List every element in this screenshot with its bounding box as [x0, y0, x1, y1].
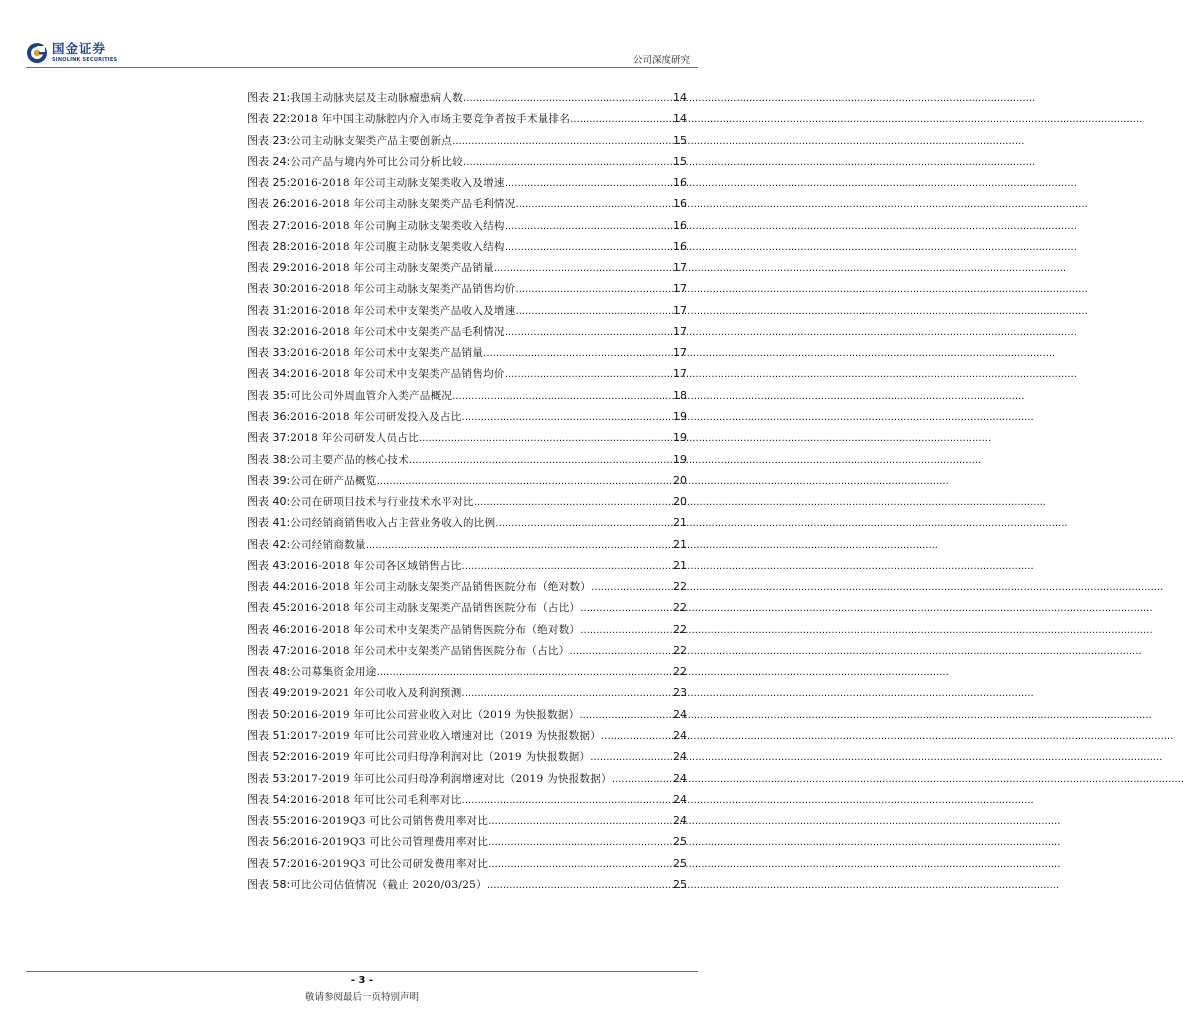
toc-entry-title: 2016-2019Q3 可比公司研发费用率对比: [290, 857, 489, 870]
toc-entry-label: 图表 32:: [247, 324, 291, 338]
toc-entry-page: 15: [673, 154, 687, 168]
toc-entry-label: 图表 39:: [247, 473, 291, 487]
toc-entry-label: 图表 52:: [247, 750, 291, 764]
toc-entry-title: 2016-2019 年可比公司归母净利润对比（2019 为快报数据）: [290, 751, 591, 764]
toc-dot-leader: [409, 455, 673, 466]
toc-entry-title: 公司在研产品概览: [290, 474, 377, 487]
toc-entry-page: 21: [673, 558, 687, 572]
toc-entry-title: 2016-2019 年可比公司营业收入对比（2019 为快报数据）: [290, 708, 580, 721]
toc-entry-page: 22: [673, 665, 687, 679]
toc-entry-page: 17: [673, 346, 687, 360]
toc-entry-title: 2016-2018 年公司主动脉支架类收入及增速: [290, 177, 505, 190]
toc-entry-label: 图表 48:: [247, 665, 291, 679]
toc-entry-page: 22: [673, 622, 687, 636]
toc-dot-leader: [580, 625, 673, 636]
toc-entry-title: 2016-2018 年公司主动脉支架类产品销售均价: [290, 283, 516, 296]
toc-dot-leader: [377, 667, 673, 678]
toc-entry-page: 18: [673, 388, 687, 402]
toc-entry-label: 图表 37:: [247, 431, 291, 445]
toc-entry-label: 图表 25:: [247, 176, 291, 190]
toc-dot-leader: [494, 263, 673, 274]
toc-entry-label: 图表 36:: [247, 409, 291, 423]
toc-entry-title: 2016-2018 年公司主动脉支架类产品销售医院分布（绝对数）: [290, 581, 592, 594]
toc-entry-title: 2016-2018 年公司各区域销售占比: [290, 559, 462, 572]
toc-dot-leader: [462, 561, 673, 572]
toc-dot-leader: [505, 369, 673, 380]
toc-entry-page: 24: [673, 707, 687, 721]
toc-dot-leader: [516, 199, 673, 210]
toc-entry-title: 2016-2018 年公司术中支架类产品销售医院分布（绝对数）: [290, 623, 581, 636]
toc-entry-page: 20: [673, 495, 687, 509]
toc-entry-title: 2016-2018 年公司主动脉支架类产品毛利情况: [290, 198, 516, 211]
toc-entry[interactable]: [247, 833, 687, 854]
toc-entry-label: 图表 41:: [247, 516, 291, 530]
toc-entry-title: 公司经销商数量: [290, 538, 366, 551]
toc-dot-leader: [495, 518, 673, 529]
header-divider: [26, 67, 698, 68]
toc-entry-page: 24: [673, 792, 687, 806]
toc-entry-title: 2019-2021 年公司收入及利润预测: [290, 687, 462, 700]
toc-entry-label: 图表 34:: [247, 367, 291, 381]
toc-entry-label: 图表 28:: [247, 239, 291, 253]
toc-entry-label: 图表 58:: [247, 877, 291, 891]
toc-entry[interactable]: [247, 472, 687, 493]
toc-entry-title: 2016-2018 年公司主动脉支架类产品销售医院分布（占比）: [290, 602, 581, 615]
toc-entry-label: 图表 33:: [247, 346, 291, 360]
toc-entry-label: 图表 26:: [247, 197, 291, 211]
toc-entry[interactable]: [247, 153, 687, 174]
toc-dot-leader: [580, 603, 673, 614]
toc-entry-title: 2016-2019Q3 可比公司管理费用率对比: [290, 836, 489, 849]
toc-entry-page: 16: [673, 218, 687, 232]
toc-entry-page: 25: [673, 856, 687, 870]
toc-dot-leader: [463, 93, 673, 104]
toc-entry-label: 图表 45:: [247, 601, 291, 615]
toc-entry-page: 17: [673, 282, 687, 296]
toc-entry-page: 15: [673, 133, 687, 147]
toc-entry-page: 17: [673, 261, 687, 275]
toc-entry[interactable]: [247, 195, 687, 216]
toc-entry-title: 2016-2019Q3 可比公司销售费用率对比: [290, 815, 489, 828]
toc-entry-label: 图表 43:: [247, 558, 291, 572]
toc-entry[interactable]: [247, 323, 687, 344]
toc-entry[interactable]: [247, 365, 687, 386]
toc-entry[interactable]: [247, 663, 687, 684]
toc-entry[interactable]: [247, 727, 687, 748]
toc-entry-page: 16: [673, 239, 687, 253]
toc-entry-title: 2016-2018 年公司术中支架类产品销量: [290, 347, 484, 360]
toc-dot-leader: [488, 816, 673, 827]
toc-entry-page: 17: [673, 324, 687, 338]
toc-entry-title: 可比公司外周血管介入类产品概况: [290, 389, 453, 402]
toc-dot-leader: [570, 114, 673, 125]
toc-dot-leader: [488, 837, 673, 848]
toc-entry-label: 图表 23:: [247, 133, 291, 147]
toc-entry-label: 图表 53:: [247, 771, 291, 785]
toc-dot-leader: [601, 731, 673, 742]
toc-entry-label: 图表 24:: [247, 154, 291, 168]
toc-entry-label: 图表 31:: [247, 303, 291, 317]
toc-entry-page: 24: [673, 771, 687, 785]
disclaimer-text: 敬请参阅最后一页特别声明: [304, 992, 419, 1003]
toc-entry-page: 21: [673, 516, 687, 530]
toc-entry[interactable]: [247, 387, 687, 408]
toc-entry-label: 图表 35:: [247, 388, 291, 402]
toc-entry[interactable]: [247, 621, 687, 642]
toc-entry-title: 2016-2018 年公司主动脉支架类产品销量: [290, 262, 494, 275]
toc-entry[interactable]: [247, 876, 687, 897]
toc-entry-label: 图表 57:: [247, 856, 291, 870]
toc-entry-page: 17: [673, 303, 687, 317]
toc-entry-page: 14: [673, 91, 687, 104]
toc-entry-page: 25: [673, 877, 687, 891]
toc-entry-page: 24: [673, 814, 687, 828]
toc-entry-label: 图表 50:: [247, 707, 291, 721]
toc-entry-title: 2017-2019 年可比公司营业收入增速对比（2019 为快报数据）: [290, 729, 602, 742]
toc-dot-leader: [462, 688, 673, 699]
toc-dot-leader: [474, 497, 673, 508]
toc-entry-page: 20: [673, 473, 687, 487]
toc-entry-page: 14: [673, 112, 687, 126]
toc-entry[interactable]: [247, 110, 687, 131]
toc-entry-label: 图表 55:: [247, 814, 291, 828]
toc-dot-leader: [419, 433, 673, 444]
toc-entry-title: 公司经销商销售收入占主营业务收入的比例: [290, 517, 496, 530]
toc-entry-label: 图表 44:: [247, 580, 291, 594]
toc-dot-leader: [570, 646, 673, 657]
toc-entry-title: 可比公司估值情况（截止 2020/03/25）: [290, 878, 487, 891]
toc-entry-page: 22: [673, 643, 687, 657]
toc-entry-title: 2016-2018 年公司胸主动脉支架类收入结构: [290, 219, 505, 232]
toc-entry[interactable]: [247, 514, 687, 535]
toc-entry[interactable]: [247, 451, 687, 472]
toc-entry[interactable]: [247, 855, 687, 876]
toc-entry-label: 图表 47:: [247, 643, 291, 657]
toc-entry-title: 公司在研项目技术与行业技术水平对比: [290, 496, 474, 509]
toc-entry-title: 公司产品与境内外可比公司分析比较: [290, 155, 464, 168]
toc-dot-leader: [483, 348, 673, 359]
toc-entry-title: 公司主动脉支架类产品主要创新点: [290, 134, 453, 147]
toc-entry-title: 公司募集资金用途: [290, 666, 377, 679]
toc-entry[interactable]: [247, 259, 687, 280]
toc-entry-page: 16: [673, 176, 687, 190]
toc-entry-title: 2018 年中国主动脉腔内介入市场主要竞争者按手术量排名: [290, 113, 571, 126]
toc-dot-leader: [487, 880, 673, 891]
toc-dot-leader: [516, 284, 673, 295]
toc-dot-leader: [516, 306, 673, 317]
toc-entry-page: 25: [673, 835, 687, 849]
toc-entry-label: 图表 38:: [247, 452, 291, 466]
toc-entry-page: 24: [673, 728, 687, 742]
toc-entry-label: 图表 46:: [247, 622, 291, 636]
toc-entry[interactable]: [247, 429, 687, 450]
toc-entry-label: 图表 40:: [247, 495, 291, 509]
toc-entry-title: 2016-2018 年可比公司毛利率对比: [290, 793, 462, 806]
toc-dot-leader: [505, 178, 673, 189]
toc-dot-leader: [505, 221, 673, 232]
toc-entry-page: 19: [673, 431, 687, 445]
toc-entry[interactable]: [247, 174, 687, 195]
toc-entry-title: 2017-2019 年可比公司归母净利润增速对比（2019 为快报数据）: [290, 772, 612, 785]
toc-entry-label: 图表 30:: [247, 282, 291, 296]
toc-entry[interactable]: [247, 493, 687, 514]
toc-entry-label: 图表 56:: [247, 835, 291, 849]
toc-entry[interactable]: [247, 706, 687, 727]
toc-entry-label: 图表 49:: [247, 686, 291, 700]
toc-dot-leader: [452, 136, 673, 147]
toc-entry-page: 22: [673, 580, 687, 594]
toc-entry-page: 19: [673, 452, 687, 466]
toc-entry-title: 2016-2018 年公司研发投入及占比: [290, 410, 462, 423]
toc-entry-page: 24: [673, 750, 687, 764]
toc-entry[interactable]: [247, 132, 687, 153]
toc-entry[interactable]: [247, 557, 687, 578]
toc-entry-page: 17: [673, 367, 687, 381]
footer-divider: [26, 971, 698, 972]
toc-dot-leader: [377, 476, 673, 487]
toc-entry-label: 图表 42:: [247, 537, 291, 551]
toc-entry-label: 图表 27:: [247, 218, 291, 232]
toc-entry[interactable]: [247, 280, 687, 301]
toc-dot-leader: [462, 412, 673, 423]
toc-entry-title: 2016-2018 年公司术中支架类产品销售均价: [290, 368, 505, 381]
toc-dot-leader: [366, 540, 673, 551]
toc-dot-leader: [505, 242, 673, 253]
toc-entry[interactable]: [247, 748, 687, 769]
toc-entry-title: 2016-2018 年公司术中支架类产品销售医院分布（占比）: [290, 644, 570, 657]
toc-dot-leader: [463, 157, 673, 168]
toc-entry-title: 我国主动脉夹层及主动脉瘤患病人数: [290, 92, 464, 104]
toc-entry-title: 2018 年公司研发人员占比: [290, 432, 419, 445]
toc-dot-leader: [452, 391, 673, 402]
report-type: 公司深度研究: [632, 55, 690, 66]
toc-entry-page: 16: [673, 197, 687, 211]
page-number: - 3 -: [350, 975, 374, 986]
logo-chinese-name: 国金证券: [52, 41, 107, 57]
toc-entry[interactable]: [247, 408, 687, 429]
toc-dot-leader: [612, 774, 673, 785]
toc-entry-title: 公司主要产品的核心技术: [290, 453, 410, 466]
toc-entry-page: 21: [673, 537, 687, 551]
toc-entry[interactable]: [247, 770, 687, 791]
toc-entry-label: 图表 51:: [247, 728, 291, 742]
toc-entry-title: 2016-2018 年公司腹主动脉支架类收入结构: [290, 240, 505, 253]
company-logo: [26, 40, 117, 66]
toc-dot-leader: [580, 710, 674, 721]
toc-entry[interactable]: [247, 536, 687, 557]
toc-entry[interactable]: [247, 578, 687, 599]
toc-entry[interactable]: [247, 89, 687, 110]
toc-entry[interactable]: [247, 599, 687, 620]
toc-dot-leader: [591, 582, 673, 593]
toc-entry-label: 图表 54:: [247, 792, 291, 806]
toc-entry-title: 2016-2018 年公司术中支架类产品毛利情况: [290, 325, 505, 338]
toc-entry[interactable]: [247, 812, 687, 833]
toc-entry[interactable]: [247, 302, 687, 323]
toc-entry-page: 22: [673, 601, 687, 615]
figure-index-list: [247, 89, 687, 897]
toc-dot-leader: [488, 859, 673, 870]
logo-english-name: SINOLINK SECURITIES: [52, 56, 118, 63]
toc-entry[interactable]: [247, 791, 687, 812]
toc-entry-label: 图表 21:: [247, 91, 291, 104]
logo-text: [52, 43, 117, 63]
toc-entry-page: 23: [673, 686, 687, 700]
toc-entry[interactable]: [247, 684, 687, 705]
toc-entry-label: 图表 22:: [247, 112, 291, 126]
page-header: [26, 40, 698, 66]
toc-dot-leader: [505, 327, 673, 338]
toc-entry-label: 图表 29:: [247, 261, 291, 275]
sinolink-logo-icon: [26, 42, 48, 64]
toc-entry[interactable]: [247, 217, 687, 238]
toc-entry-title: 2016-2018 年公司术中支架类产品收入及增速: [290, 304, 516, 317]
toc-dot-leader: [590, 752, 673, 763]
toc-entry[interactable]: [247, 344, 687, 365]
toc-dot-leader: [462, 795, 673, 806]
toc-entry-page: 19: [673, 409, 687, 423]
toc-entry[interactable]: [247, 238, 687, 259]
toc-entry[interactable]: [247, 642, 687, 663]
